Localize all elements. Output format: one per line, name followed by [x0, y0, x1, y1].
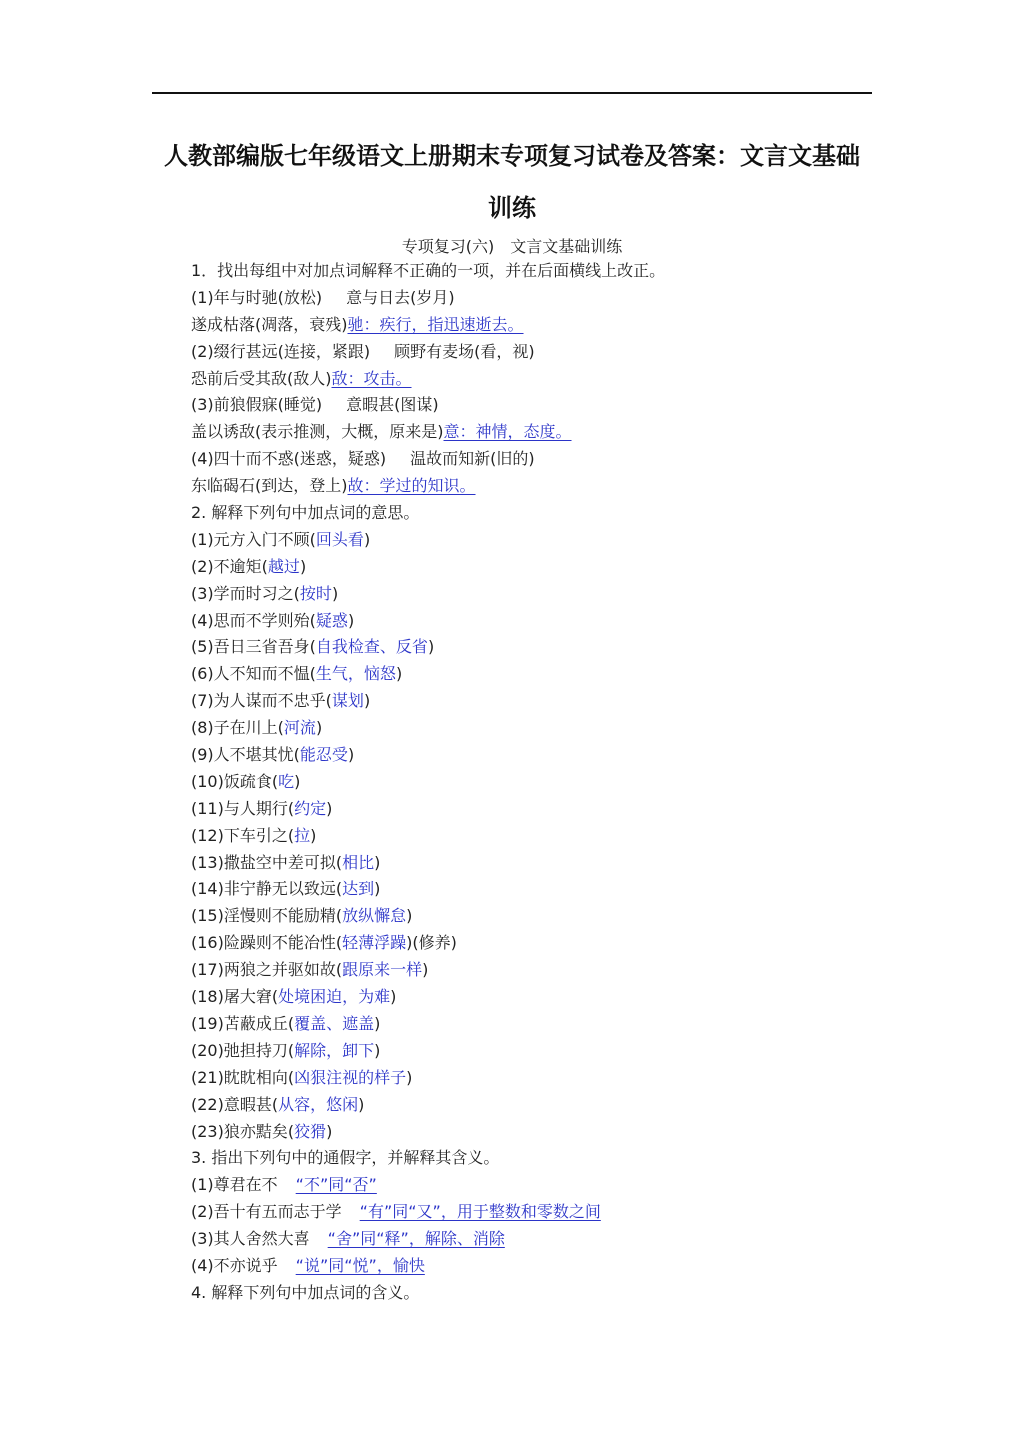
- item-close: ): [358, 1094, 365, 1114]
- q3-item: [191, 1199, 891, 1226]
- item-close: ): [374, 1013, 381, 1033]
- answer: 吃: [278, 771, 295, 791]
- q1-group2-line2: 恐前后受其敌(敌人)敌：攻击。: [191, 368, 412, 388]
- answer: 自我检查、反省: [315, 637, 428, 657]
- document-title-line2: 训练: [488, 193, 536, 222]
- item-close: ): [374, 1040, 381, 1060]
- q2-item: [191, 715, 891, 742]
- item-text: (1)元方入门不顾(: [191, 529, 316, 549]
- answer: 河流: [283, 718, 316, 738]
- item-close: ): [315, 718, 323, 738]
- answer: 故：学过的知识。: [347, 476, 476, 496]
- q2-item: [191, 1065, 891, 1092]
- item-text: (14)非宁静无以致远(: [191, 879, 343, 899]
- answer: “不”同“否”: [295, 1175, 377, 1195]
- q3-list: [191, 1172, 891, 1280]
- item-close: ): [395, 664, 403, 684]
- item-close: ): [374, 879, 381, 899]
- q4-header: 4. 解释下列句中加点词的含义。: [191, 1282, 420, 1302]
- q2-item: [191, 1119, 891, 1146]
- q2-item: [191, 661, 891, 688]
- item-close: ): [331, 583, 339, 603]
- answer: “舍”同“释”，解除、消除: [327, 1229, 505, 1249]
- q3-item: [191, 1226, 891, 1253]
- item-text: (8)子在川上(: [191, 718, 284, 738]
- q1-header: 1．找出每组中对加点词解释不正确的一项，并在后面横线上改正。: [191, 261, 666, 280]
- item-text: (10)饭疏食(: [191, 771, 279, 791]
- q1-group1-line2: 遂成枯落(凋落，衰残)驰：疾行，指迅速逝去。: [191, 314, 524, 334]
- q1-group1-line1: (1)年与时驰(放松) 意与日去(岁月): [191, 287, 455, 307]
- item-text: (19)苫蔽成丘(: [191, 1013, 295, 1033]
- answer: 从容，悠闲: [278, 1094, 359, 1114]
- item-close: ): [310, 825, 317, 845]
- q2-item: [191, 688, 891, 715]
- answer: 凶狠注视的样子: [294, 1067, 407, 1087]
- q2-item: [191, 957, 891, 984]
- item-text: (11)与人期行(: [191, 798, 295, 818]
- answer: 放纵懈怠: [342, 906, 407, 926]
- q2-item: [191, 554, 891, 581]
- item-text: (20)弛担持刀(: [191, 1040, 295, 1060]
- answer: 轻薄浮躁: [342, 933, 407, 953]
- q2-item: [191, 1011, 891, 1038]
- q2-item: [191, 1038, 891, 1065]
- item-close: )(修养): [406, 933, 457, 953]
- item-close: ): [427, 637, 435, 657]
- q2-item: [191, 634, 891, 661]
- item-text: (2)吾十有五而志于学: [191, 1202, 342, 1222]
- item-text: (4)思而不学则殆(: [191, 610, 316, 630]
- item-close: ): [390, 987, 397, 1007]
- item-text: (3)其人舍然大喜: [191, 1229, 310, 1249]
- item-close: ): [326, 798, 333, 818]
- document-subtitle: 专项复习(六) 文言文基础训练: [401, 237, 623, 256]
- answer: 敌：攻击。: [331, 368, 412, 388]
- item-close: ): [363, 691, 371, 711]
- q1-group4-line2: 东临碣石(到达，登上)故：学过的知识。: [191, 476, 476, 496]
- q2-item: [191, 742, 891, 769]
- item-close: ): [299, 556, 307, 576]
- q2-item: [191, 769, 891, 796]
- item-text: (16)险躁则不能冶性(: [191, 933, 343, 953]
- item-close: ): [347, 745, 355, 765]
- q2-item: [191, 608, 891, 635]
- item-text: (2)不逾矩(: [191, 556, 268, 576]
- q2-item: [191, 1092, 891, 1119]
- answer: 谋划: [331, 691, 364, 711]
- q2-item: [191, 527, 891, 554]
- q1-group2-line1: (2)缀行甚远(连接，紧跟) 顾野有麦场(看，视): [191, 341, 535, 361]
- answer: 解除，卸下: [294, 1040, 375, 1060]
- item-text: (23)狼亦黠矣(: [191, 1121, 295, 1141]
- answer: 能忍受: [299, 745, 348, 765]
- answer: 按时: [299, 583, 332, 603]
- header-rule: [152, 92, 872, 94]
- item-close: ): [374, 852, 381, 872]
- answer: 约定: [294, 798, 327, 818]
- answer: 越过: [267, 556, 300, 576]
- q2-item: [191, 984, 891, 1011]
- q3-header: 3. 指出下列句中的通假字，并解释其含义。: [191, 1148, 500, 1168]
- item-close: ): [406, 906, 413, 926]
- item-close: ): [294, 771, 301, 791]
- answer: 相比: [342, 852, 375, 872]
- answer: 跟原来一样: [342, 960, 423, 980]
- q3-item: [191, 1253, 891, 1280]
- answer: 疑惑: [315, 610, 348, 630]
- item-text: (21)眈眈相向(: [191, 1067, 295, 1087]
- item-close: ): [347, 610, 355, 630]
- answer: 回头看: [315, 529, 364, 549]
- q2-item: [191, 930, 891, 957]
- q1-group3-line1: (3)前狼假寐(睡觉) 意暇甚(图谋): [191, 395, 439, 415]
- item-close: ): [326, 1121, 333, 1141]
- answer: 驰：疾行，指迅速逝去。: [347, 314, 524, 334]
- q2-item: [191, 823, 891, 850]
- item-text: (5)吾日三省吾身(: [191, 637, 316, 657]
- item-text: (3)学而时习之(: [191, 583, 300, 603]
- q3-item: [191, 1172, 891, 1199]
- item-text: (13)撒盐空中差可拟(: [191, 852, 343, 872]
- q2-item: [191, 796, 891, 823]
- item-text: (18)屠大窘(: [191, 987, 279, 1007]
- answer: 覆盖、遮盖: [294, 1013, 375, 1033]
- item-close: ): [406, 1067, 413, 1087]
- q1-group3-line2: 盖以诱敌(表示推测，大概，原来是)意：神情，态度。: [191, 422, 572, 442]
- q2-item: [191, 876, 891, 903]
- q2-list: [191, 527, 891, 1145]
- answer: 达到: [342, 879, 375, 899]
- document-body: [191, 258, 891, 1307]
- item-close: ): [363, 529, 371, 549]
- item-text: (12)下车引之(: [191, 825, 295, 845]
- q1-group4-line1: (4)四十而不惑(迷惑，疑惑) 温故而知新(旧的): [191, 449, 535, 469]
- answer: 处境困迫，为难: [278, 987, 391, 1007]
- answer: 拉: [294, 825, 311, 845]
- q2-item: [191, 850, 891, 877]
- item-text: (9)人不堪其忧(: [191, 745, 300, 765]
- q2-item: [191, 903, 891, 930]
- answer: 狡猾: [294, 1121, 327, 1141]
- document-title-line1: 人教部编版七年级语文上册期末专项复习试卷及答案：文言文基础: [164, 141, 860, 170]
- item-text: (22)意暇甚(: [191, 1094, 279, 1114]
- item-text: (6)人不知而不愠(: [191, 664, 316, 684]
- item-text: (1)尊君在不: [191, 1175, 278, 1195]
- item-text: (7)为人谋而不忠乎(: [191, 691, 332, 711]
- item-text: (17)两狼之并驱如故(: [191, 960, 343, 980]
- answer: 生气，恼怒: [315, 664, 396, 684]
- q2-item: [191, 581, 891, 608]
- answer: “有”同“又”，用于整数和零数之间: [359, 1202, 601, 1222]
- item-text: (4)不亦说乎: [191, 1255, 278, 1275]
- answer: “说”同“悦”，愉快: [295, 1255, 425, 1275]
- answer: 意：神情，态度。: [443, 422, 572, 442]
- item-text: (15)淫慢则不能励精(: [191, 906, 343, 926]
- q2-header: 2. 解释下列句中加点词的意思。: [191, 503, 420, 523]
- item-close: ): [422, 960, 429, 980]
